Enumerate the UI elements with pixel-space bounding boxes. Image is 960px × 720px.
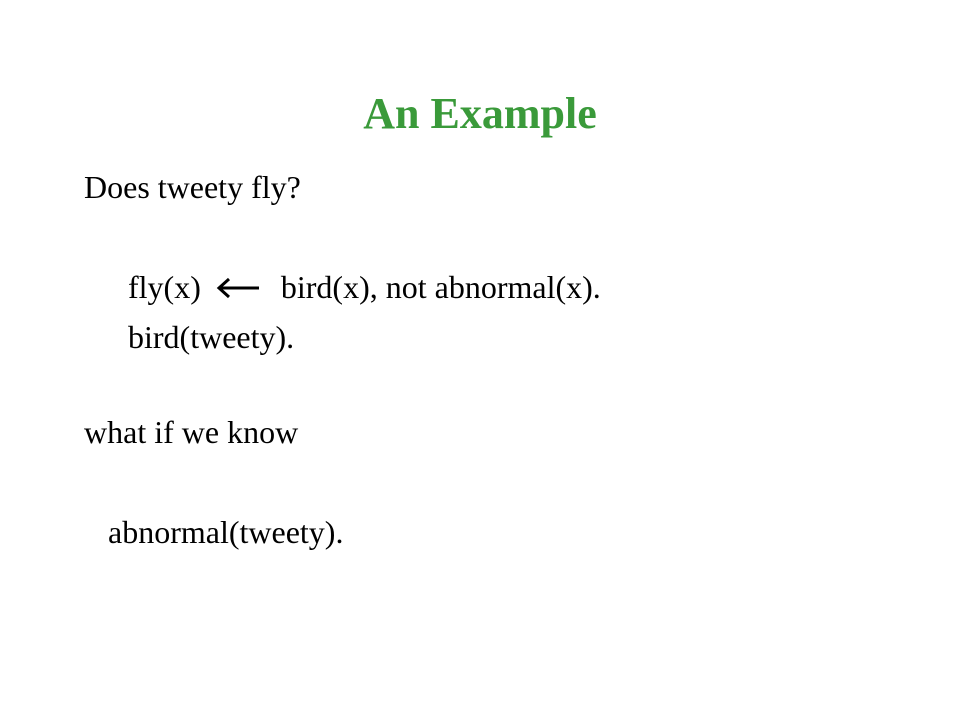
- slide-title: An Example: [363, 89, 597, 138]
- rule-body-rest: not abnormal(x).: [385, 269, 601, 305]
- left-arrow-icon: [215, 277, 263, 299]
- rule-body: bird(x),: [280, 269, 378, 305]
- fact-text: bird(tweety).: [128, 319, 295, 355]
- rule-head: fly(x): [128, 269, 201, 305]
- rule-line: [128, 268, 601, 306]
- new-fact-text: abnormal(tweety).: [108, 514, 344, 550]
- question-text: Does tweety fly?: [84, 169, 301, 205]
- what-if-text: what if we know: [84, 414, 299, 450]
